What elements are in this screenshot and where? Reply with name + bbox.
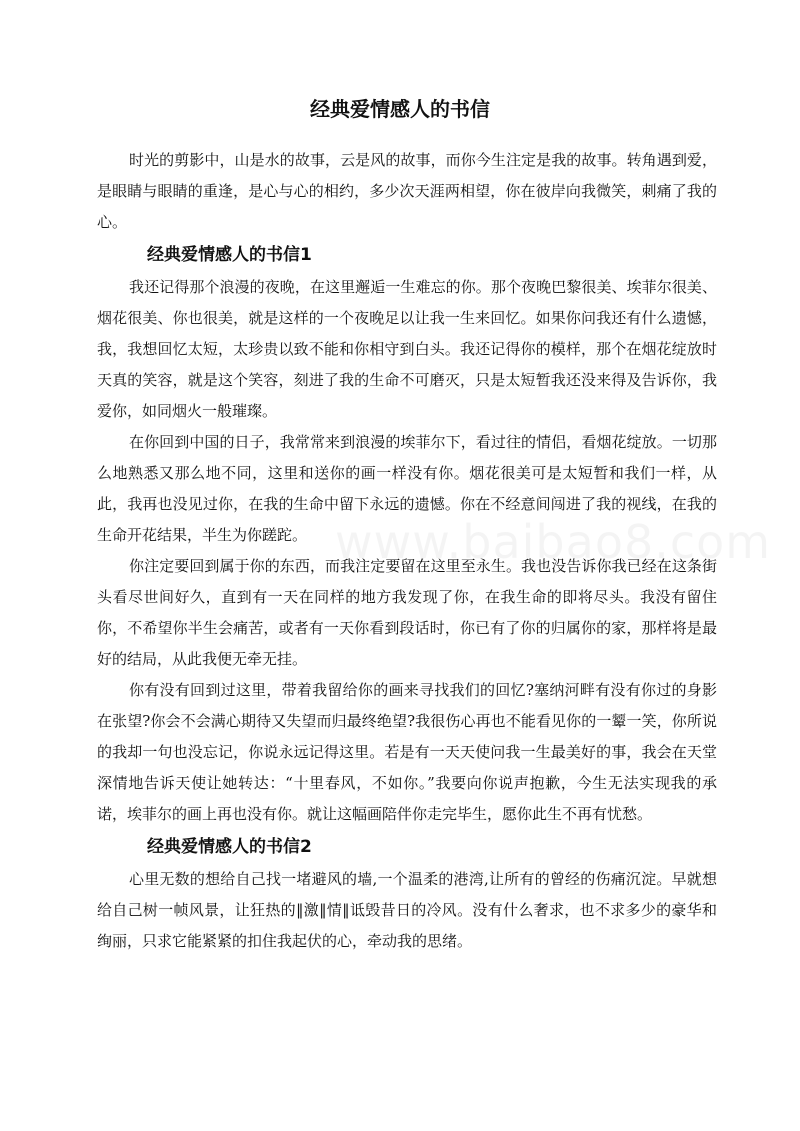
- section-heading: 经典爱情感人的书信1: [147, 245, 312, 265]
- section-1: [97, 238, 717, 830]
- section-heading: 经典爱情感人的书信2: [147, 837, 312, 857]
- body-paragraph: 在你回到中国的日子，我常常来到浪漫的埃菲尔下，看过往的情侣，看烟花绽放。一切那么地熟悉又那么地不同，这里和送你的画一样没有你。烟花很美可是太短暂和我们一样，从此，我再也没见过你，在我的生命中留下永远的遗憾。你在不经意间闯进了我的视线，在我的生命开花结果，半生为你蹉跎。: [97, 433, 717, 544]
- document-body: [97, 145, 717, 957]
- intro-paragraph: 时光的剪影中，山是水的故事，云是风的故事，而你今生注定是我的故事。转角遇到爱，是眼睛与眼睛的重逢，是心与心的相约，多少次天涯两相望，你在彼岸向我微笑，刺痛了我的心。: [97, 151, 717, 231]
- body-paragraph: 你有没有回到过这里，带着我留给你的画来寻找我们的回忆?塞纳河畔有没有你过的身影在张望?你会不会满心期待又失望而归最终绝望?我很伤心再也不能看见你的一颦一笑，你所说的我却一句也没忘记，你说永远记得这里。若是有一天天使问我一生最美好的事，我会在天堂深情地告诉天使让她转达：“十里春风，不如你。”我要向你说声抱歉，今生无法实现我的承诺，埃菲尔的画上再也没有你。就让这幅画陪伴你走完毕生，愿你此生不再有忧愁。: [97, 681, 717, 823]
- body-paragraph: 你注定要回到属于你的东西，而我注定要留在这里至永生。我也没告诉你我已经在这条街头看尽世间好久，直到有一天在同样的地方我发现了你，在我生命的即将尽头。我没有留住你，不希望你半生会痛苦，或者有一天你看到段话时，你已有了你的归属你的家，那样将是最好的结局，从此我便无牵无挂。: [97, 557, 717, 668]
- body-paragraph: 心里无数的想给自己找一堵避风的墙,一个温柔的港湾,让所有的曾经的伤痛沉淀。早就想给自己树一帧风景，让狂热的‖激‖情‖诋毁昔日的冷风。没有什么奢求，也不求多少的豪华和绚丽，只求它能紧紧的扣住我起伏的心，牵动我的思绪。: [97, 870, 717, 950]
- section-2: [97, 830, 717, 957]
- document-title: 经典爱情感人的书信: [310, 97, 490, 121]
- body-paragraph: 我还记得那个浪漫的夜晚，在这里邂逅一生难忘的你。那个夜晚巴黎很美、埃菲尔很美、烟花很美、你也很美，就是这样的一个夜晚足以让我一生来回忆。如果你问我还有什么遗憾，我，我想回忆太短，太珍贵以致不能和你相守到白头。我还记得你的模样，那个在烟花绽放时天真的笑容，就是这个笑容，刻进了我的生命不可磨灭，只是太短暂我还没来得及告诉你，我爱你，如同烟火一般璀璨。: [97, 278, 717, 420]
